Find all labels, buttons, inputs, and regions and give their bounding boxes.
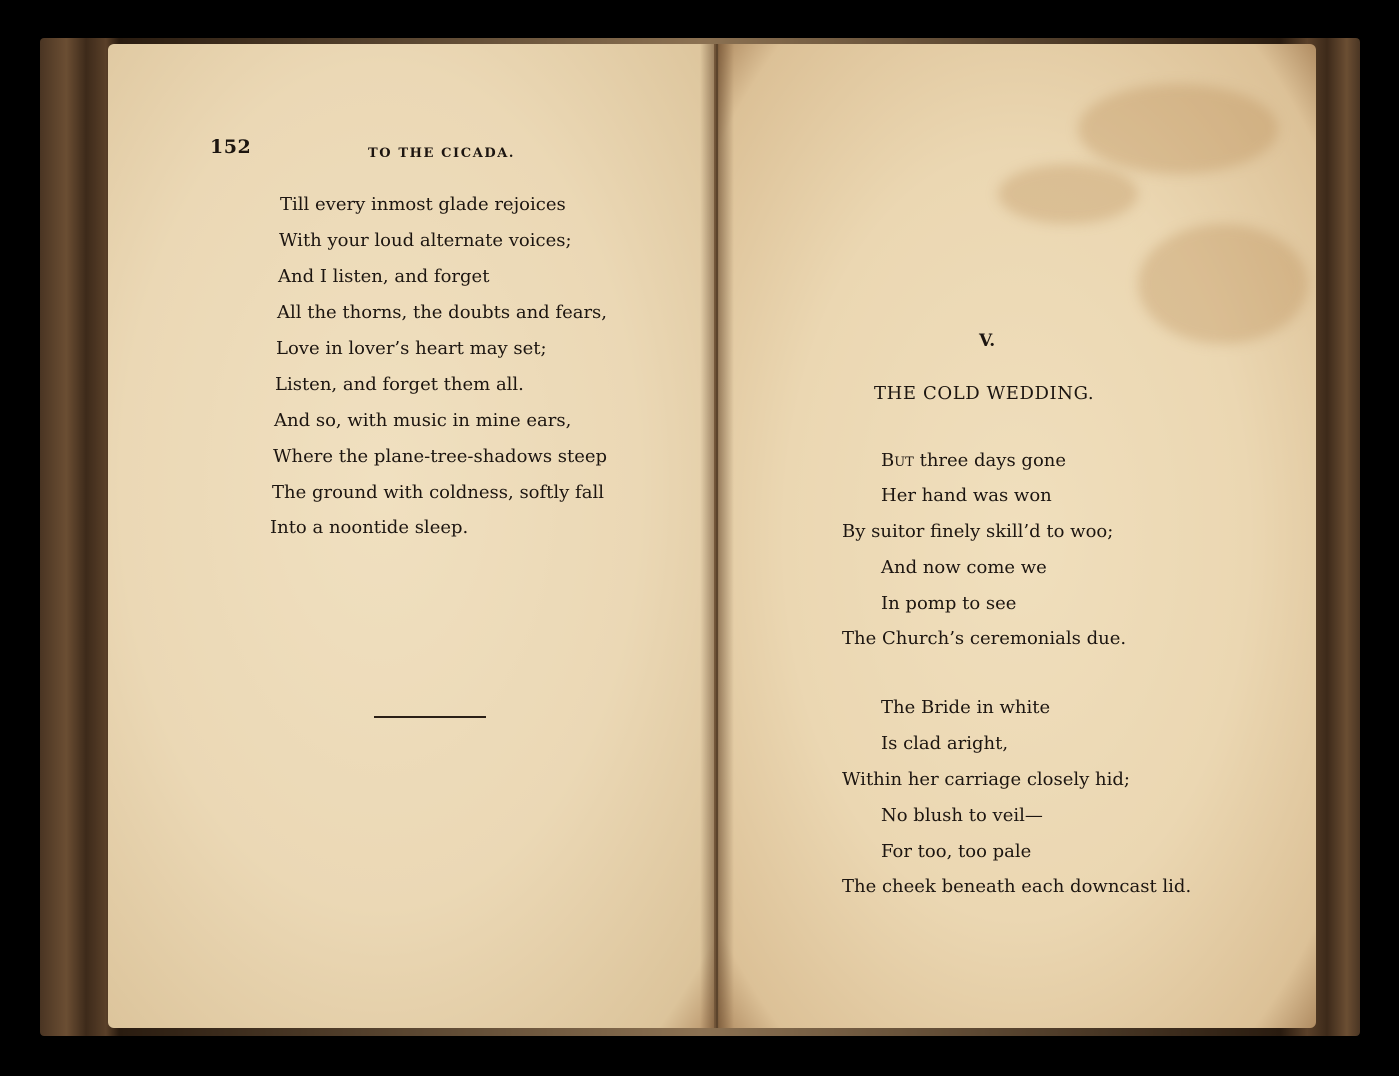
verse-line: And now come we xyxy=(881,557,1047,578)
verse-line: And I listen, and forget xyxy=(278,266,490,287)
verse-line: The Bride in white xyxy=(881,697,1051,718)
foxing-stain xyxy=(1078,84,1278,174)
verse-line: Love in lover’s heart may set; xyxy=(276,338,547,359)
verse-line: And so, with music in mine ears, xyxy=(274,410,572,431)
page-number: 152 xyxy=(210,136,252,158)
book-gutter xyxy=(700,44,734,1028)
verse-line: Her hand was won xyxy=(881,485,1052,506)
running-head: TO THE CICADA. xyxy=(368,146,516,161)
foxing-stain xyxy=(998,164,1138,224)
verse-line: No blush to veil— xyxy=(881,805,1043,826)
drop-word: But xyxy=(881,450,914,471)
verse-line-rest: three days gone xyxy=(913,450,1067,471)
verse-line: The cheek beneath each downcast lid. xyxy=(842,876,1192,897)
verse-line: Where the plane-tree-shadows steep xyxy=(273,446,608,467)
verse-line: By suitor finely skill’d to woo; xyxy=(842,521,1114,542)
verse-line: Is clad aright, xyxy=(881,733,1009,754)
verse-line: For too, too pale xyxy=(881,841,1032,862)
verse-line: All the thorns, the doubts and fears, xyxy=(277,302,608,323)
verse-line: The ground with coldness, softly fall xyxy=(272,482,604,503)
verse-line: Till every inmost glade rejoices xyxy=(280,194,566,215)
verse-line xyxy=(881,450,1066,471)
section-numeral: V. xyxy=(979,331,996,351)
verse-line: Within her carriage closely hid; xyxy=(842,769,1130,790)
foxing-stain xyxy=(1138,224,1308,344)
verse-line: Listen, and forget them all. xyxy=(275,374,524,395)
section-rule xyxy=(374,716,486,718)
verse-line: In pomp to see xyxy=(881,593,1017,614)
verse-line: With your loud alternate voices; xyxy=(279,230,572,251)
poem-title: THE COLD WEDDING. xyxy=(874,383,1095,404)
verse-line: Into a noontide sleep. xyxy=(270,517,469,538)
verse-line: The Church’s ceremonials due. xyxy=(842,628,1127,649)
